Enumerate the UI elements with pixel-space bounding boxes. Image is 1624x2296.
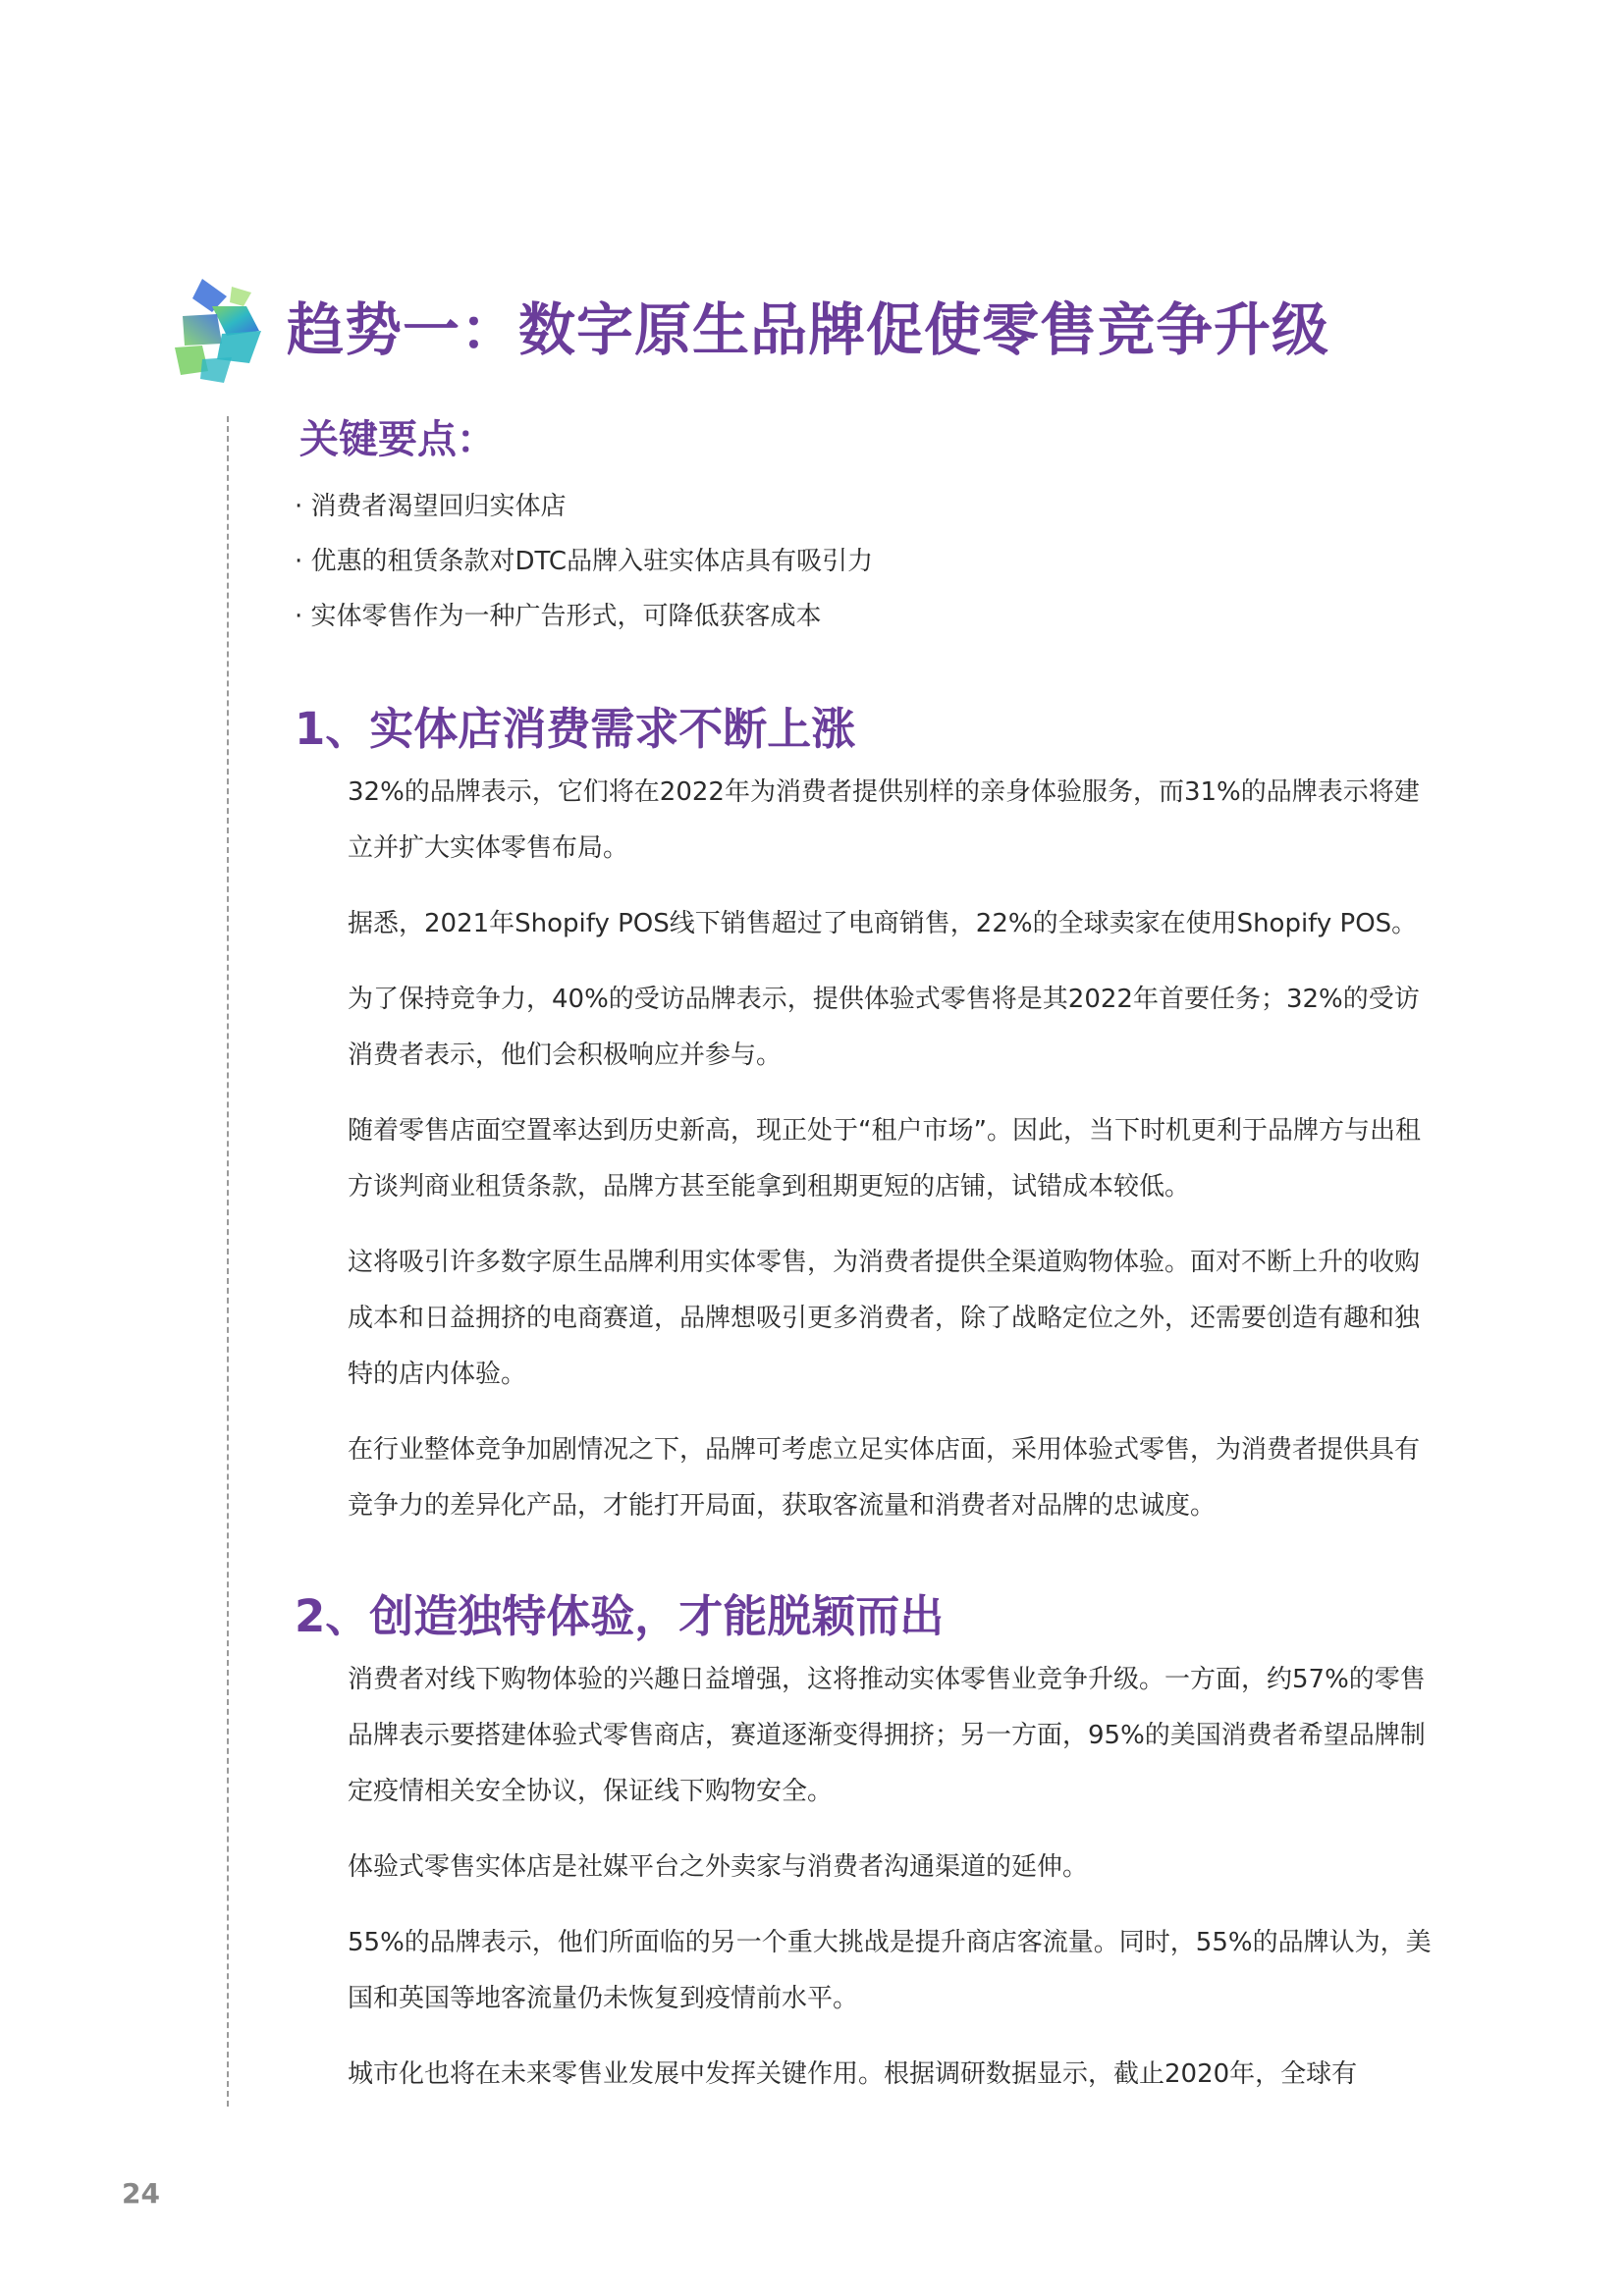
paragraph: 这将吸引许多数字原生品牌利用实体零售，为消费者提供全渠道购物体验。面对不断上升的收购成本和日益拥挤的电商赛道，品牌想吸引更多消费者，除了战略定位之外，还需要创造有趣和独特的店内体验。 <box>348 1248 1421 1389</box>
dashed-divider <box>227 416 229 2107</box>
paragraph: 随着零售店面空置率达到历史新高，现正处于“租户市场”。因此，当下时机更利于品牌方与出租方谈判商业租赁条款，品牌方甚至能拿到租期更短的店铺，试错成本较低。 <box>348 1116 1421 1201</box>
paragraph: 体验式零售实体店是社媒平台之外卖家与消费者沟通渠道的延伸。 <box>348 1852 1089 1882</box>
section-2-heading: 2、创造独特体验，才能脱颖而出 <box>295 1590 945 1642</box>
paragraph: 城市化也将在未来零售业发展中发挥关键作用。根据调研数据显示，截止2020年，全球有 <box>348 2059 1358 2089</box>
section-1-body <box>348 765 1437 1554</box>
key-point-item: · 优惠的租赁条款对DTC品牌入驻实体店具有吸引力 <box>295 547 874 576</box>
paragraph: 32%的品牌表示，它们将在2022年为消费者提供别样的亲身体验服务，而31%的品牌表示将建立并扩大实体零售布局。 <box>348 777 1420 863</box>
paragraph: 为了保持竞争力，40%的受访品牌表示，提供体验式零售将是其2022年首要任务；32%的受访消费者表示，他们会积极响应并参与。 <box>348 985 1420 1070</box>
paragraph: 在行业整体竞争加剧情况之下，品牌可考虑立足实体店面，采用体验式零售，为消费者提供具有竞争力的差异化产品，才能打开局面，获取客流量和消费者对品牌的忠诚度。 <box>348 1435 1421 1521</box>
section-2-body <box>348 1652 1437 2122</box>
key-points-list <box>295 479 873 644</box>
key-points-heading: 关键要点： <box>299 417 496 462</box>
page-title: 趋势一：数字原生品牌促使零售竞争升级 <box>287 296 1330 363</box>
paragraph: 消费者对线下购物体验的兴趣日益增强，这将推动实体零售业竞争升级。一方面，约57%的零售品牌表示要搭建体验式零售商店，赛道逐渐变得拥挤；另一方面，95%的美国消费者希望品牌制定疫情相关安全协议，保证线下购物安全。 <box>348 1665 1426 1806</box>
paragraph: 据悉，2021年Shopify POS线下销售超过了电商销售，22%的全球卖家在使用Shopify POS。 <box>348 909 1418 938</box>
key-point-item: · 实体零售作为一种广告形式，可降低获客成本 <box>295 602 822 631</box>
key-point-item: · 消费者渴望回归实体店 <box>295 492 567 521</box>
section-1-heading: 1、实体店消费需求不断上涨 <box>295 703 856 755</box>
paragraph: 55%的品牌表示，他们所面临的另一个重大挑战是提升商店客流量。同时，55%的品牌认为，美国和英国等地客流量仍未恢复到疫情前水平。 <box>348 1928 1432 2013</box>
geometric-gradient-logo-icon <box>173 277 271 385</box>
page-number: 24 <box>122 2177 160 2210</box>
